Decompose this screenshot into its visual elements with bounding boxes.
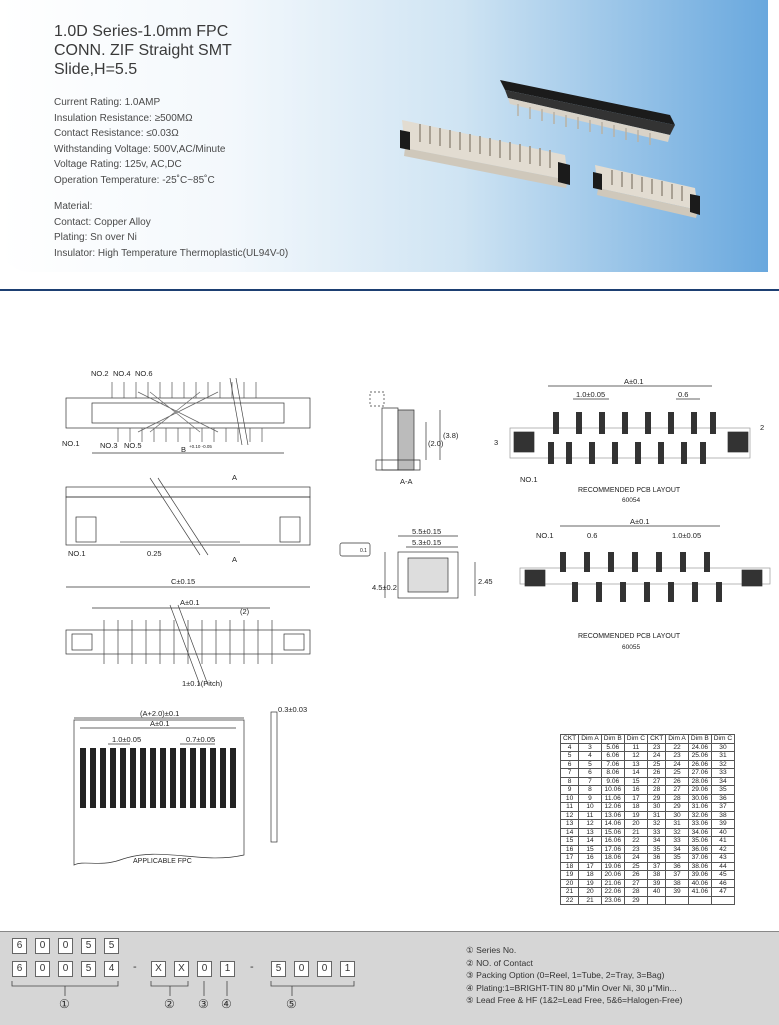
fpc-drawing xyxy=(74,712,277,865)
table-cell: 6.06 xyxy=(601,752,624,761)
table-cell: 43 xyxy=(711,854,734,863)
legend-item: ③ Packing Option (0=Reel, 1=Tube, 2=Tray, 3=Bag) xyxy=(466,970,665,980)
label-c-dim: C±0.15 xyxy=(171,577,196,586)
pn-top-digit: 5 xyxy=(81,938,96,954)
pcb-layout-60055 xyxy=(520,526,770,602)
label-pitch: 1±0.1(Pitch) xyxy=(182,679,223,688)
label-no5: NO.5 xyxy=(124,441,142,450)
label-a-dim-front: A±0.1 xyxy=(180,598,200,607)
table-row xyxy=(561,794,735,803)
label-pitch-025: 0.25 xyxy=(147,549,162,558)
table-cell: 39 xyxy=(648,879,666,888)
table-cell: 26 xyxy=(648,769,666,778)
table-cell: 34 xyxy=(711,777,734,786)
label-dim-38: (3.8) xyxy=(443,431,459,440)
pn-top-digit: 6 xyxy=(12,938,27,954)
table-header-cell: Dim A xyxy=(579,735,602,744)
table-cell: 44 xyxy=(711,862,734,871)
pn-dash: - xyxy=(250,961,254,973)
table-cell: 45 xyxy=(711,871,734,880)
table-cell: 38.06 xyxy=(688,862,711,871)
table-cell: 29.06 xyxy=(688,786,711,795)
table-cell: 21 xyxy=(624,828,647,837)
table-cell: 6 xyxy=(579,769,602,778)
label-fpc-thickness: 0.3±0.03 xyxy=(278,705,308,714)
table-row xyxy=(561,811,735,820)
pn-series-digit: 6 xyxy=(12,961,27,977)
material-insulator: Insulator: High Temperature Thermoplastic(UL94V-0) xyxy=(54,247,289,259)
table-cell: 21.06 xyxy=(601,879,624,888)
table-header-cell: CKT xyxy=(648,735,666,744)
label-fpc-a2: (A+2.0)±0.1 xyxy=(140,709,180,718)
table-cell: 23 xyxy=(624,845,647,854)
table-cell: 33.06 xyxy=(688,820,711,829)
table-cell: 41.06 xyxy=(688,888,711,897)
table-cell: 9 xyxy=(561,786,579,795)
label-no6: NO.6 xyxy=(135,369,153,378)
table-cell: 23 xyxy=(648,743,666,752)
label-d45: 4.5±0.2 xyxy=(372,583,397,592)
table-cell: 22.06 xyxy=(601,888,624,897)
table-cell: 8.06 xyxy=(601,769,624,778)
table-cell: 30.06 xyxy=(688,794,711,803)
table-cell: 38 xyxy=(648,871,666,880)
label-pcb1-3: 3 xyxy=(494,438,499,447)
pn-packing-digit: 0 xyxy=(197,961,212,977)
pcb1-code: 60054 xyxy=(622,497,641,504)
label-fpc-a: A±0.1 xyxy=(150,719,170,728)
pn-top-digit: 0 xyxy=(58,938,73,954)
pcb1-caption: RECOMMENDED PCB LAYOUT xyxy=(578,487,681,494)
table-cell: 24 xyxy=(666,760,689,769)
table-cell: 10 xyxy=(579,803,602,812)
table-row xyxy=(561,777,735,786)
table-cell: 3 xyxy=(579,743,602,752)
label-a-mark-top: A xyxy=(232,473,238,482)
table-cell: 32 xyxy=(666,828,689,837)
table-cell: 34 xyxy=(648,837,666,846)
product-title xyxy=(54,22,232,79)
table-header-cell: CKT xyxy=(561,735,579,744)
table-cell: 11.06 xyxy=(601,794,624,803)
table-cell: 37 xyxy=(711,803,734,812)
table-cell: 36 xyxy=(711,794,734,803)
table-cell: 17 xyxy=(561,854,579,863)
label-dim-20: (2.0) xyxy=(428,439,444,448)
table-cell: 24 xyxy=(624,854,647,863)
fpc-caption: APPLICABLE FPC xyxy=(133,858,192,865)
table-cell: 17 xyxy=(624,794,647,803)
label-no2: NO.2 xyxy=(91,369,109,378)
product-photo xyxy=(390,60,720,230)
table-cell: 35 xyxy=(648,845,666,854)
table-cell: 35 xyxy=(711,786,734,795)
pn-series-digit: 0 xyxy=(58,961,73,977)
label-a-mark-bottom: A xyxy=(232,555,238,564)
table-cell: 38 xyxy=(666,879,689,888)
table-cell: 40 xyxy=(648,888,666,897)
table-cell: 25 xyxy=(648,760,666,769)
pn-marker-5: ⑤ xyxy=(286,997,297,1011)
table-cell: 13.06 xyxy=(601,811,624,820)
pn-series-digit: 4 xyxy=(104,961,119,977)
table-cell: 19.06 xyxy=(601,862,624,871)
table-cell: 30 xyxy=(666,811,689,820)
table-cell: 17 xyxy=(579,862,602,871)
title-line: Slide,H=5.5 xyxy=(54,61,138,78)
table-cell: 39.06 xyxy=(688,871,711,880)
header-banner xyxy=(0,0,768,272)
legend-item: ⑤ Lead Free & HF (1&2=Lead Free, 5&6=Halogen-Free) xyxy=(466,995,683,1005)
table-header-cell: Dim C xyxy=(711,735,734,744)
table-cell: 13 xyxy=(579,828,602,837)
table-cell: 34 xyxy=(666,845,689,854)
table-cell: 39 xyxy=(666,888,689,897)
table-cell: 32 xyxy=(648,820,666,829)
spec-temperature: Operation Temperature: -25˚C~85˚C xyxy=(54,175,215,186)
table-cell xyxy=(688,896,711,905)
table-cell: 42 xyxy=(711,845,734,854)
label-d55: 5.5±0.15 xyxy=(412,527,442,536)
pn-top-digit: 0 xyxy=(35,938,50,954)
label-no1-side: NO.1 xyxy=(68,549,86,558)
table-cell: 27.06 xyxy=(688,769,711,778)
spec-current: Current Rating: 1.0AMP xyxy=(54,97,161,108)
label-pcb1-no1: NO.1 xyxy=(520,475,538,484)
table-cell: 15 xyxy=(579,845,602,854)
table-cell: 26 xyxy=(624,871,647,880)
table-cell: 18 xyxy=(579,871,602,880)
pn-suffix-digit: 1 xyxy=(340,961,355,977)
table-cell xyxy=(648,896,666,905)
front-view-drawing xyxy=(66,605,310,685)
table-header-cell: Dim C xyxy=(624,735,647,744)
table-cell: 22 xyxy=(666,743,689,752)
table-cell: 35 xyxy=(666,854,689,863)
pn-contacts-digit: X xyxy=(151,961,166,977)
label-b-dim: B xyxy=(181,445,187,454)
table-cell: 27 xyxy=(648,777,666,786)
table-cell: 10 xyxy=(561,794,579,803)
table-cell: 22 xyxy=(624,837,647,846)
table-cell: 28 xyxy=(648,786,666,795)
title-line: 1.0D Series-1.0mm FPC xyxy=(54,23,229,40)
table-cell: 12 xyxy=(561,811,579,820)
table-cell: 10.06 xyxy=(601,786,624,795)
table-row xyxy=(561,879,735,888)
table-cell: 13 xyxy=(624,760,647,769)
table-cell: 20.06 xyxy=(601,871,624,880)
table-cell: 34.06 xyxy=(688,828,711,837)
table-cell: 27 xyxy=(624,879,647,888)
material-plating: Plating: Sn over Ni xyxy=(54,232,137,244)
table-cell: 38 xyxy=(711,811,734,820)
label-d53: 5.3±0.15 xyxy=(412,538,442,547)
pcb-layout-60054 xyxy=(510,386,750,464)
table-cell: 20 xyxy=(561,879,579,888)
table-cell: 33 xyxy=(711,769,734,778)
table-cell: 24 xyxy=(648,752,666,761)
table-cell: 18.06 xyxy=(601,854,624,863)
table-cell: 31.06 xyxy=(688,803,711,812)
table-cell: 47 xyxy=(711,888,734,897)
table-cell: 40 xyxy=(711,828,734,837)
table-cell: 4 xyxy=(561,743,579,752)
label-no1: NO.1 xyxy=(62,439,80,448)
table-cell: 18 xyxy=(561,862,579,871)
table-cell: 25 xyxy=(666,769,689,778)
table-cell: 21 xyxy=(561,888,579,897)
material-heading: Material: xyxy=(54,201,93,212)
table-row xyxy=(561,752,735,761)
table-cell: 20 xyxy=(624,820,647,829)
table-cell: 23 xyxy=(666,752,689,761)
pn-suffix-digit: 0 xyxy=(317,961,332,977)
table-cell: 19 xyxy=(561,871,579,880)
table-cell: 31 xyxy=(666,820,689,829)
label-pcb1-06: 0.6 xyxy=(678,390,689,399)
connector-large-dark xyxy=(500,80,675,145)
label-pcb2-a: A±0.1 xyxy=(630,517,650,526)
table-row xyxy=(561,862,735,871)
label-no3: NO.3 xyxy=(100,441,118,450)
table-row xyxy=(561,769,735,778)
table-cell: 16 xyxy=(579,854,602,863)
pn-suffix-digit: 0 xyxy=(294,961,309,977)
table-cell: 20 xyxy=(579,888,602,897)
dimension-table xyxy=(560,734,735,905)
label-fpc-width: 0.7±0.05 xyxy=(186,735,216,744)
spec-insulation: Insulation Resistance: ≥500MΩ xyxy=(54,112,193,124)
label-b-tol: +0.10 -0.05 xyxy=(189,444,212,449)
section-aa-label: A-A xyxy=(400,477,413,486)
section-divider xyxy=(0,289,779,291)
spec-contact-resistance: Contact Resistance: ≤0.03Ω xyxy=(54,128,179,140)
table-cell: 33 xyxy=(648,828,666,837)
table-cell: 12 xyxy=(579,820,602,829)
table-cell: 19 xyxy=(624,811,647,820)
table-cell: 33 xyxy=(666,837,689,846)
table-cell: 28 xyxy=(666,794,689,803)
label-d245: 2.45 xyxy=(478,577,493,586)
table-cell: 9.06 xyxy=(601,777,624,786)
table-cell: 32.06 xyxy=(688,811,711,820)
table-cell: 7 xyxy=(579,777,602,786)
pn-suffix-digit: 5 xyxy=(271,961,286,977)
table-row xyxy=(561,760,735,769)
table-row xyxy=(561,854,735,863)
table-cell: 15 xyxy=(561,837,579,846)
table-row xyxy=(561,786,735,795)
table-header-row xyxy=(561,735,735,744)
pcb2-caption: RECOMMENDED PCB LAYOUT xyxy=(578,633,681,640)
table-row xyxy=(561,828,735,837)
table-row xyxy=(561,803,735,812)
table-cell: 7.06 xyxy=(601,760,624,769)
table-cell: 8 xyxy=(579,786,602,795)
table-cell: 18 xyxy=(624,803,647,812)
table-cell: 14 xyxy=(624,769,647,778)
table-cell: 11 xyxy=(579,811,602,820)
table-row xyxy=(561,888,735,897)
table-cell: 27 xyxy=(666,786,689,795)
pn-series-digit: 0 xyxy=(35,961,50,977)
table-cell: 8 xyxy=(561,777,579,786)
table-cell: 7 xyxy=(561,769,579,778)
table-cell: 17.06 xyxy=(601,845,624,854)
table-cell: 36 xyxy=(666,862,689,871)
label-pcb1-pitch: 1.0±0.05 xyxy=(576,390,606,399)
pn-series-digit: 5 xyxy=(81,961,96,977)
table-cell: 37.06 xyxy=(688,854,711,863)
table-cell: 24.06 xyxy=(688,743,711,752)
table-row xyxy=(561,896,735,905)
table-cell: 11 xyxy=(561,803,579,812)
pn-top-digit: 5 xyxy=(104,938,119,954)
pn-marker-1: ① xyxy=(59,997,70,1011)
label-no4: NO.4 xyxy=(113,369,131,378)
legend-item: ① Series No. xyxy=(466,945,517,955)
table-cell: 31 xyxy=(648,811,666,820)
table-cell: 19 xyxy=(579,879,602,888)
table-header-cell: Dim B xyxy=(688,735,711,744)
table-cell: 28 xyxy=(624,888,647,897)
title-line: CONN. ZIF Straight SMT xyxy=(54,42,232,59)
table-cell: 29 xyxy=(666,803,689,812)
table-cell: 14 xyxy=(561,828,579,837)
table-cell: 13 xyxy=(561,820,579,829)
pn-plating-digit: 1 xyxy=(220,961,235,977)
table-row xyxy=(561,820,735,829)
table-header-cell: Dim B xyxy=(601,735,624,744)
table-cell: 32 xyxy=(711,760,734,769)
table-cell: 25.06 xyxy=(688,752,711,761)
table-cell: 9 xyxy=(579,794,602,803)
table-cell: 16 xyxy=(624,786,647,795)
label-pcb2-pitch: 1.0±0.05 xyxy=(672,531,702,540)
table-cell: 37 xyxy=(648,862,666,871)
table-row xyxy=(561,837,735,846)
table-cell: 29 xyxy=(624,896,647,905)
legend-item: ④ Plating:1=BRIGHT-TIN 80 μ"Min Over Ni, 30 μ"Min... xyxy=(466,982,677,993)
pn-marker-2: ② xyxy=(164,997,175,1011)
table-cell: 25 xyxy=(624,862,647,871)
table-cell: 4 xyxy=(579,752,602,761)
table-cell: 29 xyxy=(648,794,666,803)
side-profile-drawing xyxy=(340,536,475,598)
connector-small-open xyxy=(593,165,700,218)
table-body xyxy=(561,743,735,905)
pn-marker-3: ③ xyxy=(198,997,209,1011)
table-cell: 6 xyxy=(561,760,579,769)
pn-marker-4: ④ xyxy=(221,997,232,1011)
table-cell: 22 xyxy=(561,896,579,905)
label-pcb1-a: A±0.1 xyxy=(624,377,644,386)
table-row xyxy=(561,871,735,880)
table-cell: 5.06 xyxy=(601,743,624,752)
table-header-cell: Dim A xyxy=(666,735,689,744)
spec-withstanding: Withstanding Voltage: 500V,AC/Minute xyxy=(54,143,226,155)
label-flatness: 0.1 xyxy=(360,548,367,554)
table-cell: 5 xyxy=(579,760,602,769)
section-aa-drawing xyxy=(370,392,440,470)
table-cell: 11 xyxy=(624,743,647,752)
table-cell: 15 xyxy=(624,777,647,786)
side-view-drawing xyxy=(66,478,310,587)
table-cell: 15.06 xyxy=(601,828,624,837)
table-row xyxy=(561,845,735,854)
table-cell: 35.06 xyxy=(688,837,711,846)
table-cell: 16 xyxy=(561,845,579,854)
table-cell xyxy=(666,896,689,905)
pn-contacts-digit: X xyxy=(174,961,189,977)
table-cell: 40.06 xyxy=(688,879,711,888)
table-cell xyxy=(711,896,734,905)
table-cell: 37 xyxy=(666,871,689,880)
table-cell: 5 xyxy=(561,752,579,761)
table-cell: 31 xyxy=(711,752,734,761)
legend-item: ② NO. of Contact xyxy=(466,957,533,968)
part-number-legend xyxy=(466,944,682,1007)
table-cell: 14 xyxy=(579,837,602,846)
pn-dash: - xyxy=(133,961,137,973)
table-cell: 21 xyxy=(579,896,602,905)
table-cell: 36.06 xyxy=(688,845,711,854)
table-cell: 41 xyxy=(711,837,734,846)
table-cell: 23.06 xyxy=(601,896,624,905)
label-fpc-pitch: 1.0±0.05 xyxy=(112,735,142,744)
spec-voltage: Voltage Rating: 125v, AC,DC xyxy=(54,159,182,171)
table-cell: 30 xyxy=(711,743,734,752)
table-row xyxy=(561,743,735,752)
table-cell: 26 xyxy=(666,777,689,786)
label-pcb2-06: 0.6 xyxy=(587,531,598,540)
table-cell: 30 xyxy=(648,803,666,812)
table-cell: 14.06 xyxy=(601,820,624,829)
table-cell: 46 xyxy=(711,879,734,888)
table-cell: 12.06 xyxy=(601,803,624,812)
table-cell: 16.06 xyxy=(601,837,624,846)
label-pcb1-2: 2 xyxy=(760,423,765,432)
table-cell: 39 xyxy=(711,820,734,829)
label-pcb2-no1: NO.1 xyxy=(536,531,554,540)
connector-long-open xyxy=(400,120,570,188)
table-cell: 28.06 xyxy=(688,777,711,786)
material-contact: Contact: Copper Alloy xyxy=(54,216,151,228)
table-cell: 12 xyxy=(624,752,647,761)
label-two: (2) xyxy=(240,607,250,616)
table-cell: 26.06 xyxy=(688,760,711,769)
table-cell: 36 xyxy=(648,854,666,863)
pcb2-code: 60055 xyxy=(622,644,641,651)
